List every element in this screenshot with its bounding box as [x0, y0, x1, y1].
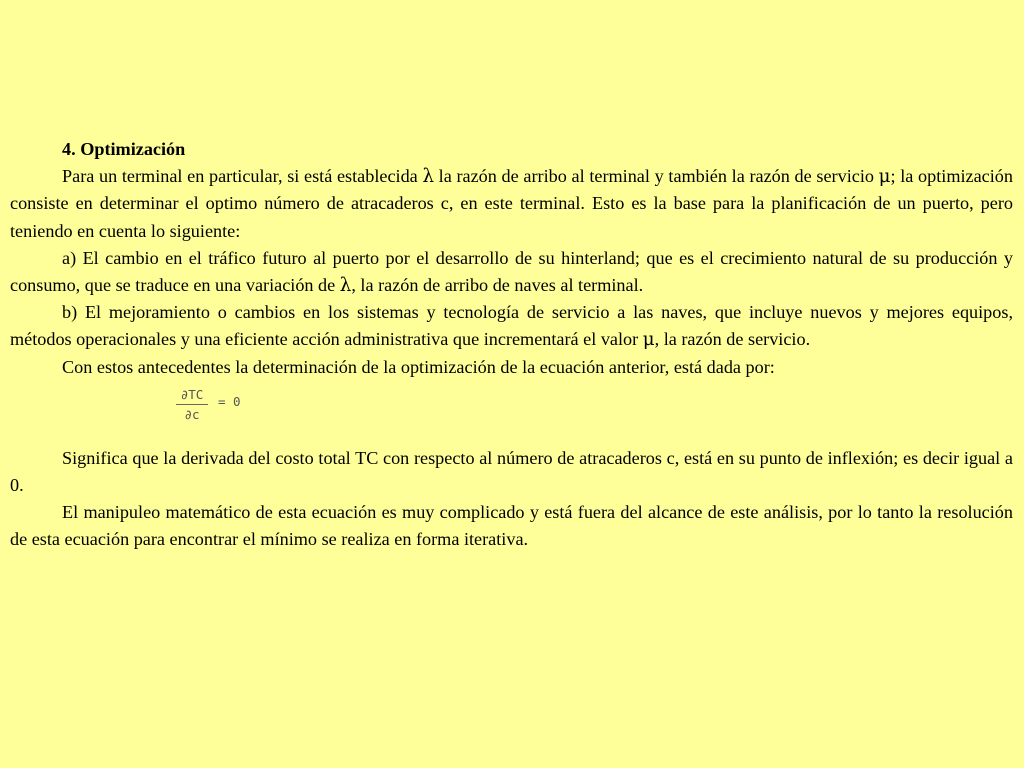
lambda-symbol: λ [422, 166, 434, 188]
mu-symbol: μ [878, 166, 891, 188]
item-a-paragraph [10, 245, 1013, 299]
item-a-text-1: a) El cambio en el tráfico futuro al puerto por el desarrollo de su hinterland; que es el crecimiento natural de su producción y consumo, que se traduce en una variación de [10, 247, 1013, 296]
intro-text-2: la razón de arribo al terminal y también la razón de servicio [433, 166, 879, 187]
item-b-paragraph [10, 299, 1013, 353]
fraction-bar [176, 404, 208, 405]
fraction-denominator: ∂c [184, 406, 200, 422]
intro-text-1: Para un terminal en particular, si está establecida [62, 166, 423, 187]
mu-symbol: μ [642, 329, 655, 351]
derivative-formula [10, 385, 1013, 439]
item-b-text-2: , la razón de servicio. [654, 329, 811, 350]
context-paragraph: Con estos antecedentes la determinación de la optimización de la ecuación anterior, está dada por: [62, 356, 775, 377]
meaning-paragraph: Significa que la derivada del costo total TC con respecto al número de atracaderos c, está en su punto de inflexión; es decir igual a 0. [10, 447, 1013, 496]
slide-content [10, 136, 1013, 554]
equals-zero: = 0 [218, 393, 241, 409]
section-heading: 4. Optimización [62, 139, 186, 159]
fraction [172, 385, 212, 423]
intro-text-3: ; la optimización consiste en determinar el optimo número de atracaderos c, en este terminal. Esto es la base para la planificación de un puerto, pero teniendo en cuenta lo siguiente: [10, 166, 1013, 241]
item-a-text-2: , la razón de arribo de naves al terminal. [351, 275, 644, 296]
closing-paragraph: El manipuleo matemático de esta ecuación es muy complicado y está fuera del alcance de este análisis, por lo tanto la resolución de esta ecuación para encontrar el mínimo se realiza en forma iterativa. [10, 502, 1013, 550]
item-b-text-1: b) El mejoramiento o cambios en los sistemas y tecnología de servicio a las naves, que incluye nuevos y mejores equipos, métodos operacionales y una eficiente acción administrativa que incrementará el valor [10, 302, 1013, 350]
fraction-numerator: ∂TC [180, 386, 204, 402]
intro-paragraph [10, 163, 1013, 245]
lambda-symbol: λ [339, 275, 352, 297]
